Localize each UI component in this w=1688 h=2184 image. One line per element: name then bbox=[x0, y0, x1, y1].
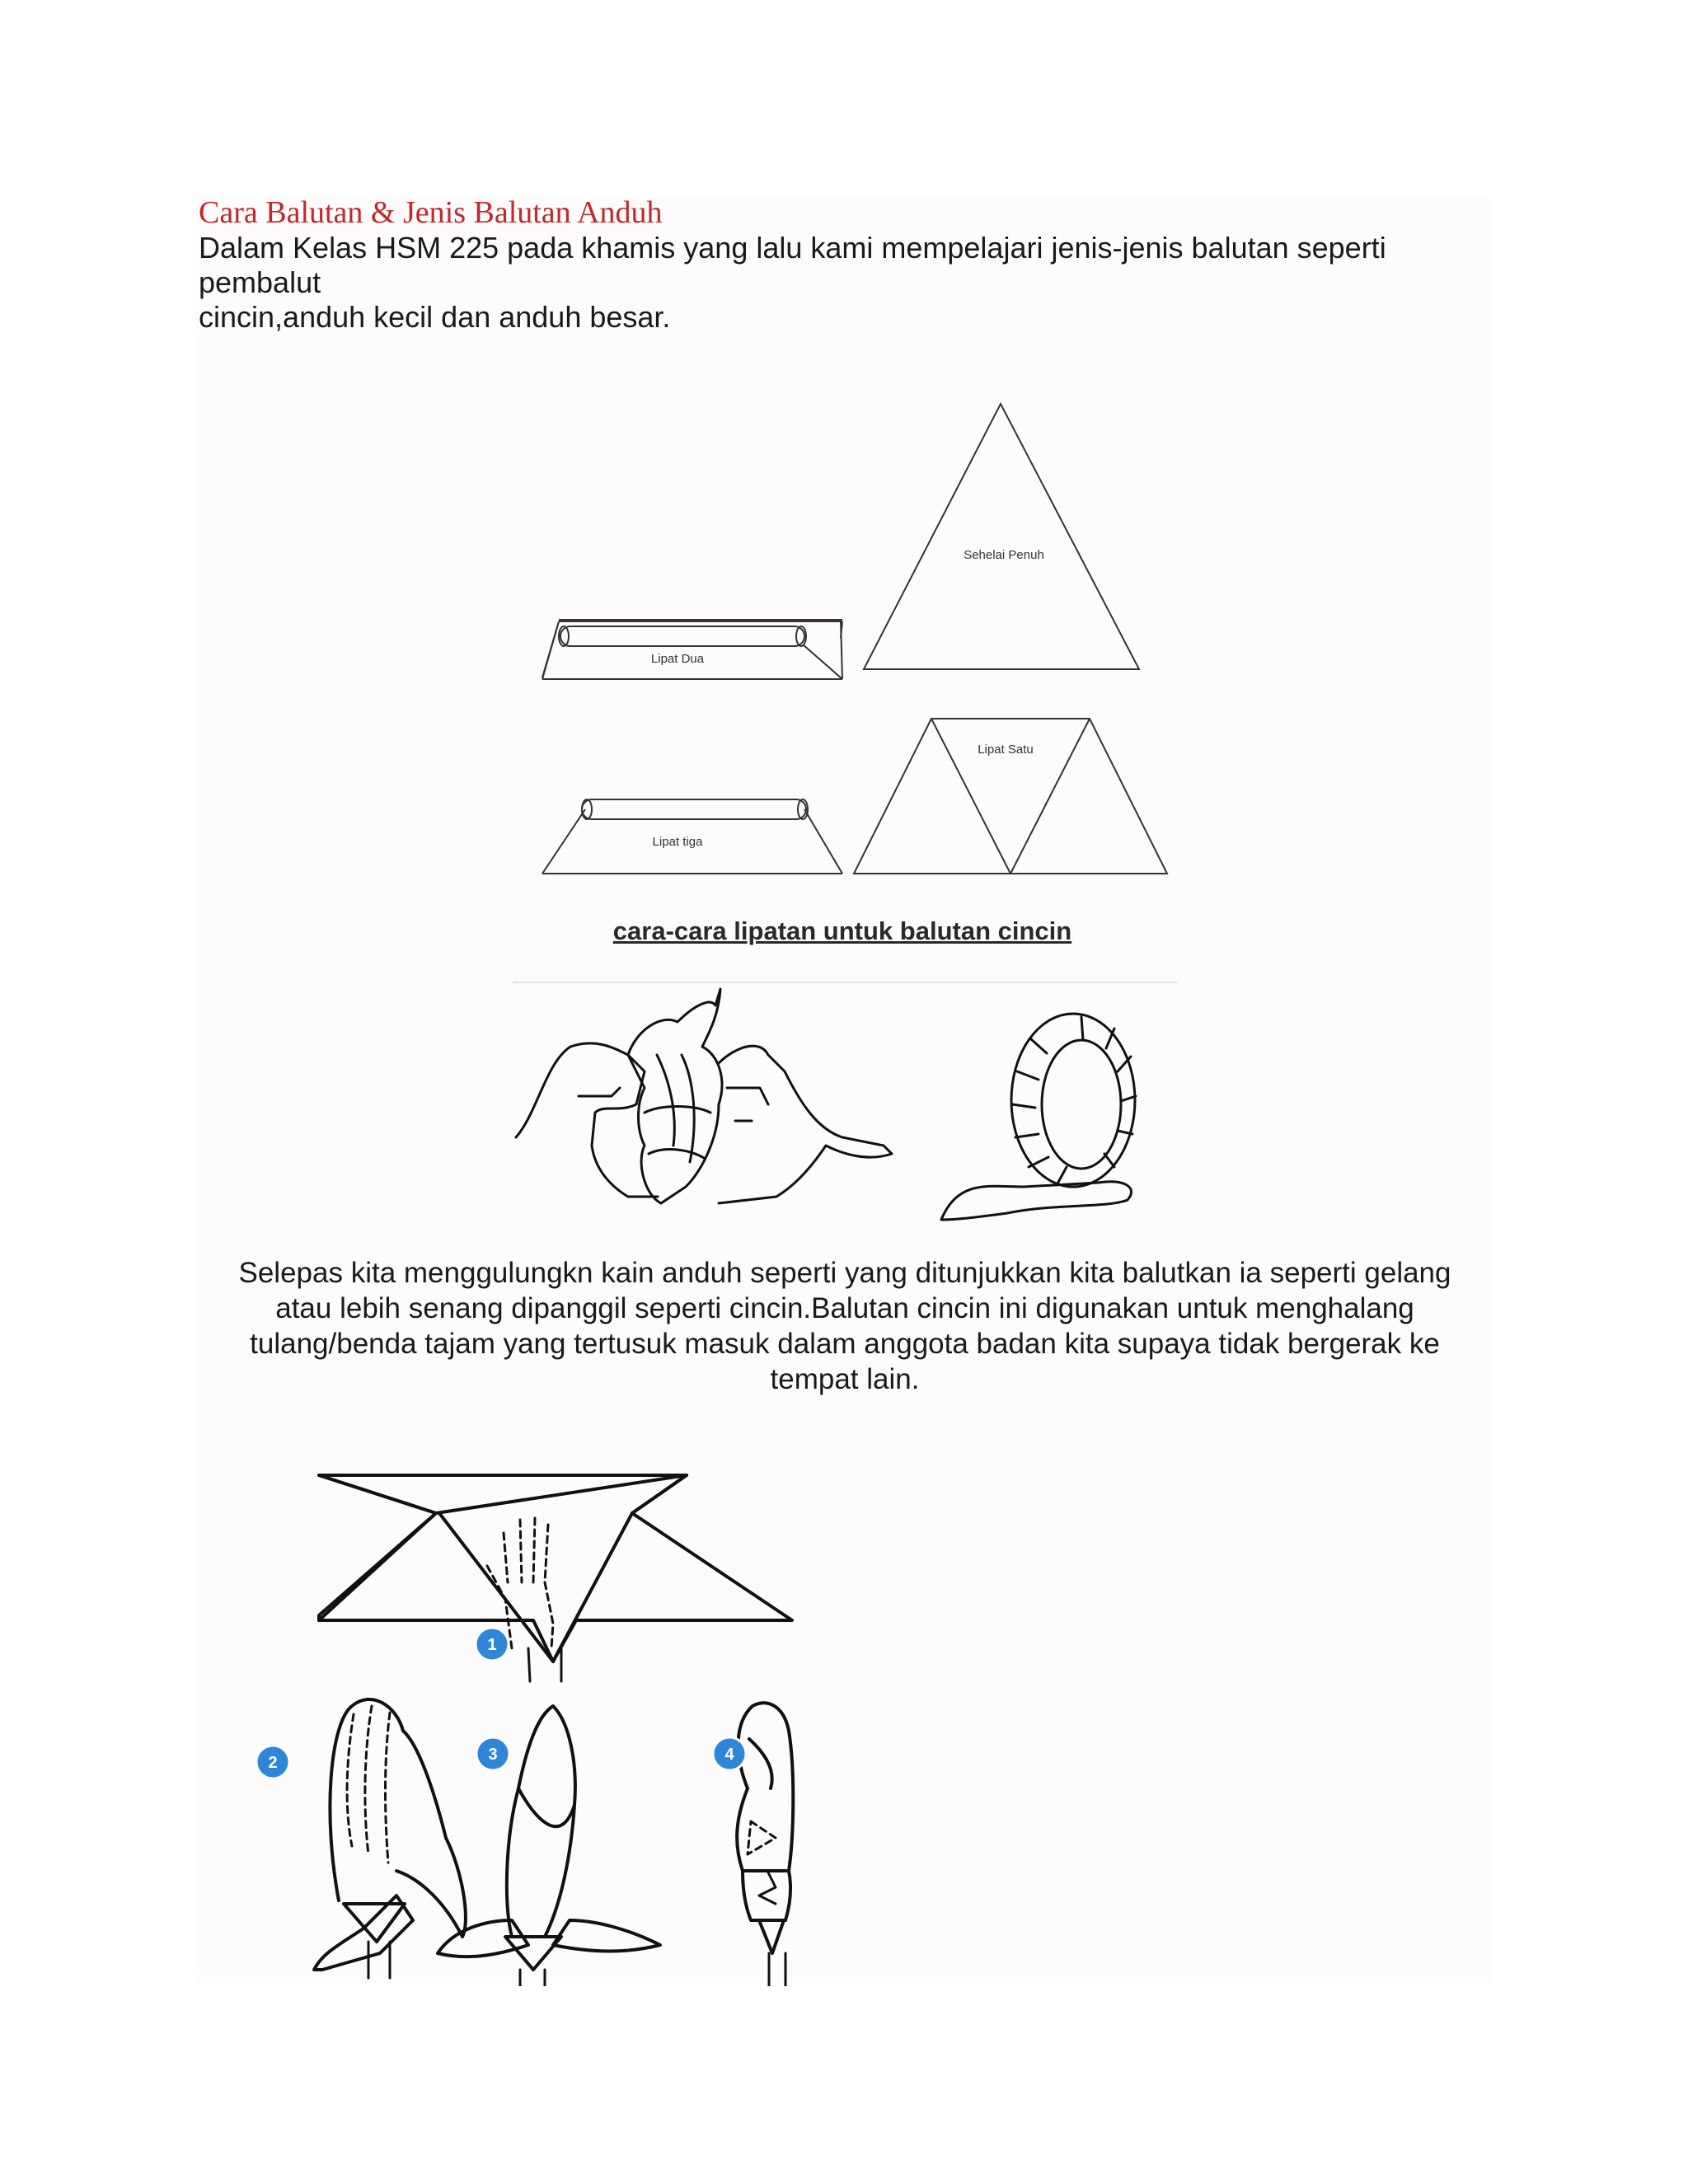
explanation-paragraph bbox=[199, 1255, 1491, 1397]
label-lipat-dua: Lipat Dua bbox=[650, 652, 705, 666]
document-title: Cara Balutan & Jenis Balutan Anduh bbox=[199, 195, 663, 230]
step-2-drawing bbox=[314, 1699, 466, 1978]
step-badge-4-label: 4 bbox=[724, 1746, 734, 1764]
step-4-drawing bbox=[737, 1703, 793, 1986]
step-badge-1-label: 1 bbox=[487, 1636, 497, 1654]
para-line-4: tempat lain. bbox=[770, 1363, 920, 1395]
left-hand-drawing bbox=[516, 1043, 658, 1197]
intro-line-1: Dalam Kelas HSM 225 pada khamis yang lalu kami mempelajari jenis-jenis balutan seperti bbox=[199, 231, 1386, 265]
hand-bandage-steps-figure bbox=[199, 1459, 858, 1986]
ring-bandage-illustration bbox=[513, 981, 1177, 1228]
sehelai-penuh-triangle bbox=[864, 404, 1139, 669]
para-line-2: atau lebih senang dipanggil seperti cincin.Balutan cincin ini digunakan untuk menghalang bbox=[275, 1292, 1414, 1324]
step-badge-3 bbox=[476, 1737, 509, 1770]
label-lipat-satu: Lipat Satu bbox=[978, 743, 1034, 757]
step-1-drawing bbox=[319, 1475, 792, 1681]
figure-caption: cara-cara lipatan untuk balutan cincin bbox=[612, 916, 1072, 945]
folding-diagram-figure bbox=[513, 397, 1177, 879]
para-line-1: Selepas kita menggulungkn kain anduh seperti yang ditunjukkan kita balutkan ia seperti gelang bbox=[238, 1257, 1451, 1289]
intro-line-3: cincin,anduh kecil dan anduh besar. bbox=[199, 300, 671, 334]
step-badge-2-label: 2 bbox=[268, 1754, 278, 1772]
ring-pad-drawing bbox=[941, 1014, 1136, 1220]
twisted-cloth-drawing bbox=[628, 989, 722, 1203]
intro-paragraph bbox=[199, 231, 1468, 335]
step-badge-1 bbox=[476, 1628, 509, 1661]
step-badge-3-label: 3 bbox=[488, 1746, 498, 1764]
step-3-drawing bbox=[438, 1706, 660, 1986]
label-sehelai-penuh: Sehelai Penuh bbox=[964, 548, 1044, 562]
para-line-3: tulang/benda tajam yang tertusuk masuk dalam anggota badan kita supaya tidak bergerak ke bbox=[250, 1328, 1440, 1360]
step-badge-2 bbox=[256, 1746, 289, 1779]
lipat-dua-shape bbox=[542, 620, 842, 679]
step-badge-4 bbox=[713, 1737, 746, 1770]
label-lipat-tiga: Lipat tiga bbox=[652, 835, 703, 849]
right-hand-drawing bbox=[719, 1046, 892, 1203]
intro-line-2: pembalut bbox=[199, 265, 321, 299]
